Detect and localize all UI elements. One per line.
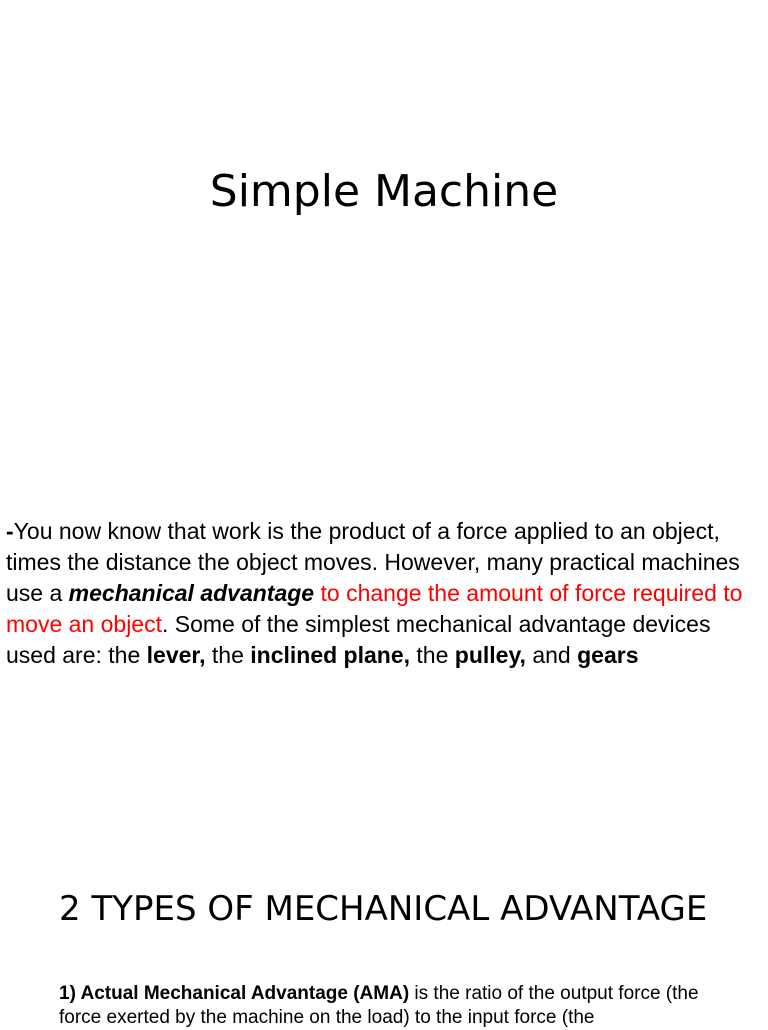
intro-paragraph [6, 516, 762, 671]
types-heading: 2 TYPES OF MECHANICAL ADVANTAGE [59, 889, 708, 929]
ama-text: is the ratio of the output force (the force exerted by the machine on the load) to the input force (the [59, 983, 699, 1028]
slide-types [0, 840, 768, 1028]
term-gears: gears [577, 642, 639, 668]
intro-text-5: the [410, 642, 455, 668]
intro-text-4: the [205, 642, 251, 668]
term-inclined-plane: inclined plane, [250, 642, 411, 668]
slide-title [0, 0, 768, 460]
intro-lead-dash: - [6, 518, 14, 544]
slide-title-heading: Simple Machine [209, 166, 559, 217]
intro-text-1: You now know that work is the product of a force applied to an object, times the distance the object moves. However, many practical machines use a [6, 518, 740, 606]
intro-text-6: and [525, 642, 578, 668]
slide-intro [0, 460, 768, 840]
term-lever: lever, [146, 642, 206, 668]
intro-emphasis-term: mechanical advantage [68, 580, 315, 606]
term-pulley: pulley, [454, 642, 526, 668]
ama-label: 1) Actual Mechanical Advantage (AMA) [59, 983, 410, 1004]
intro-text-3: . Some of the simplest mechanical advantage devices used are: the [6, 611, 711, 668]
intro-highlight-red: to change the amount of force required to move an object [6, 580, 743, 637]
ama-paragraph [59, 982, 739, 1030]
